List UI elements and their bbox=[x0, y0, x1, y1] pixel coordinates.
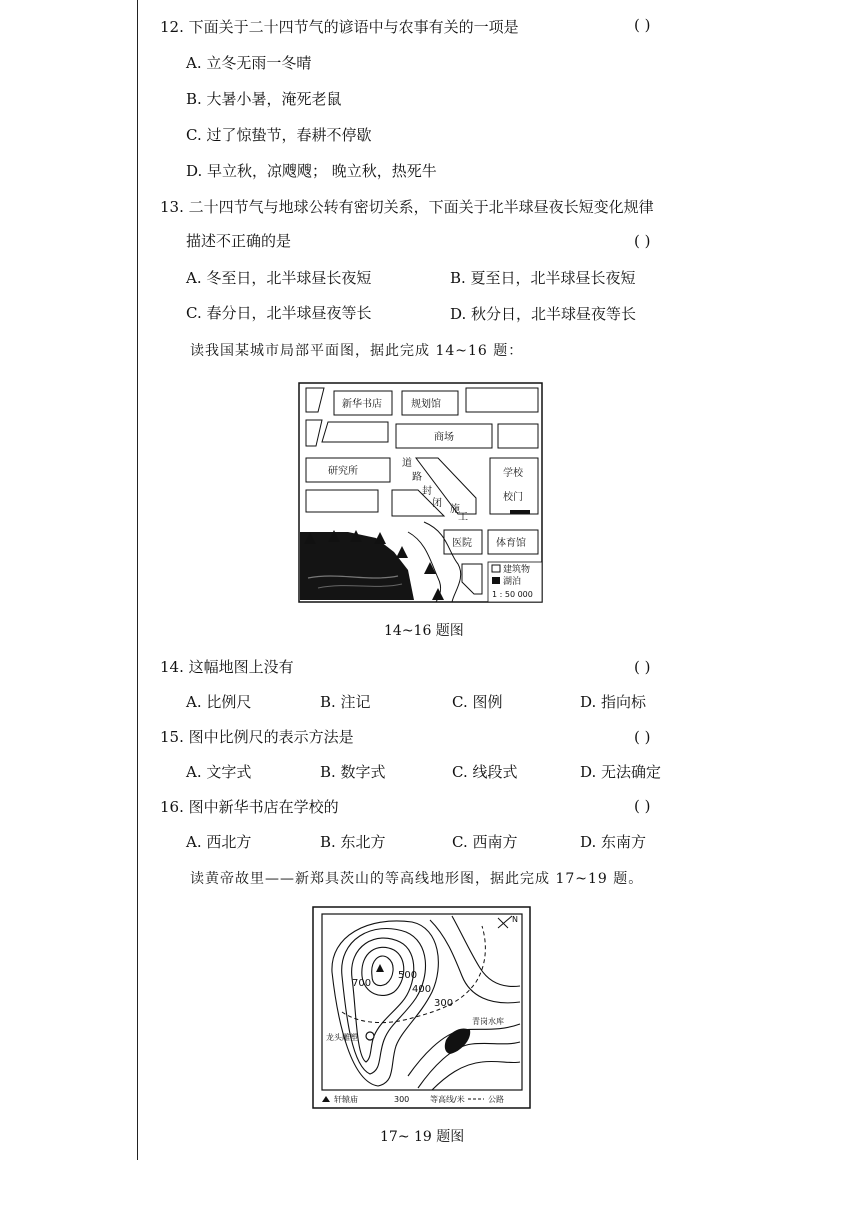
q13-option-b: B. 夏至日，北半球昼长夜短 bbox=[450, 269, 636, 287]
label-bookstore: 新华书店 bbox=[342, 399, 382, 410]
legend-lake: 湖泊 bbox=[503, 577, 522, 587]
building bbox=[306, 490, 378, 512]
contour-map bbox=[312, 906, 532, 1110]
q14-option-b: B. 注记 bbox=[320, 693, 371, 711]
label-road-closed-5: 施 bbox=[450, 504, 460, 515]
question-12-stem: 12. 下面关于二十四节气的谚语中与农事有关的一项是 bbox=[160, 18, 519, 36]
statue-marker bbox=[366, 1032, 374, 1040]
label-300: 300 bbox=[434, 998, 454, 1009]
answer-bracket-16: ( ) bbox=[634, 797, 651, 815]
legend-temple: 轩辕庙 bbox=[334, 1095, 358, 1104]
q15-option-a: A. 文字式 bbox=[186, 763, 252, 781]
question-13-stem-line1: 13. 二十四节气与地球公转有密切关系，下面关于北半球昼夜长短变化规律 bbox=[160, 198, 654, 216]
label-road-closed-1: 道 bbox=[402, 458, 412, 469]
q12-option-c: C. 过了惊蛰节，春耕不停歇 bbox=[186, 126, 372, 144]
label-road-closed-4: 闭 bbox=[432, 498, 442, 509]
building bbox=[466, 388, 538, 412]
city-map-svg bbox=[298, 382, 544, 604]
label-500: 500 bbox=[398, 970, 418, 981]
q13-option-c: C. 春分日，北半球昼夜等长 bbox=[186, 304, 372, 322]
contour-map-caption: 17~ 19 题图 bbox=[380, 1129, 465, 1145]
q16-option-c: C. 西南方 bbox=[452, 833, 518, 851]
answer-bracket-12: ( ) bbox=[634, 16, 651, 34]
question-16-stem: 16. 图中新华书店在学校的 bbox=[160, 798, 339, 816]
label-statue: 龙头雕塑 bbox=[326, 1033, 358, 1042]
label-mall: 商场 bbox=[434, 432, 454, 443]
legend-building: 建筑物 bbox=[503, 565, 531, 575]
question-13-stem-line2: 描述不正确的是 bbox=[186, 232, 292, 250]
q12-option-d: D. 早立秋，凉飕飕； 晚立秋，热死牛 bbox=[186, 162, 437, 180]
q15-option-b: B. 数字式 bbox=[320, 763, 386, 781]
legend-building-swatch bbox=[492, 565, 500, 572]
label-road-closed-2: 路 bbox=[412, 472, 422, 483]
label-700: 700 bbox=[352, 978, 372, 989]
city-map-caption: 14~16 题图 bbox=[384, 623, 464, 639]
q12-option-b: B. 大暑小暑，淹死老鼠 bbox=[186, 90, 342, 108]
q14-option-c: C. 图例 bbox=[452, 693, 503, 711]
legend-lake-swatch bbox=[492, 577, 500, 584]
q14-option-a: A. 比例尺 bbox=[186, 693, 252, 711]
q14-option-d: D. 指向标 bbox=[580, 693, 647, 711]
label-reservoir: 青岗水库 bbox=[472, 1017, 504, 1026]
q15-option-c: C. 线段式 bbox=[452, 763, 518, 781]
legend-road: 公路 bbox=[488, 1095, 504, 1104]
building bbox=[322, 422, 388, 442]
q13-option-a: A. 冬至日，北半球昼长夜短 bbox=[186, 269, 372, 287]
answer-bracket-13: ( ) bbox=[634, 232, 651, 250]
label-gym: 体育馆 bbox=[496, 538, 526, 549]
question-14-stem: 14. 这幅地图上没有 bbox=[160, 658, 294, 676]
label-planning: 规划馆 bbox=[411, 399, 441, 410]
label-hospital: 医院 bbox=[452, 538, 472, 549]
label-school: 学校 bbox=[503, 468, 523, 479]
city-map bbox=[298, 382, 544, 604]
q16-option-b: B. 东北方 bbox=[320, 833, 386, 851]
intro-14-16: 读我国某城市局部平面图，据此完成 14~16 题： bbox=[190, 343, 524, 359]
page-margin-line bbox=[137, 0, 138, 1160]
q12-option-a: A. 立冬无雨一冬晴 bbox=[186, 54, 312, 72]
answer-bracket-14: ( ) bbox=[634, 658, 651, 676]
contour-map-inner bbox=[322, 914, 522, 1090]
label-gate: 校门 bbox=[503, 492, 523, 503]
question-15-stem: 15. 图中比例尺的表示方法是 bbox=[160, 728, 354, 746]
building bbox=[498, 424, 538, 448]
answer-bracket-15: ( ) bbox=[634, 728, 651, 746]
q15-option-d: D. 无法确定 bbox=[580, 763, 662, 781]
q16-option-d: D. 东南方 bbox=[580, 833, 647, 851]
q16-option-a: A. 西北方 bbox=[186, 833, 252, 851]
label-road-closed-6: 工 bbox=[458, 512, 468, 523]
label-400: 400 bbox=[412, 984, 432, 995]
north-label: N bbox=[512, 915, 518, 924]
intro-17-19: 读黄帝故里——新郑具茨山的等高线地形图，据此完成 17~19 题。 bbox=[190, 871, 644, 887]
label-road-closed-3: 封 bbox=[422, 486, 432, 497]
legend-contour: 等高线/米 bbox=[430, 1095, 465, 1104]
building-school bbox=[490, 458, 538, 514]
school-gate-mark bbox=[510, 510, 530, 514]
legend-scale: 1 : 50 000 bbox=[492, 590, 533, 599]
contour-map-svg bbox=[312, 906, 532, 1110]
label-institute: 研究所 bbox=[328, 466, 358, 477]
q13-option-d: D. 秋分日，北半球昼夜等长 bbox=[450, 305, 637, 323]
legend-contour-sample: 300 bbox=[394, 1095, 410, 1104]
